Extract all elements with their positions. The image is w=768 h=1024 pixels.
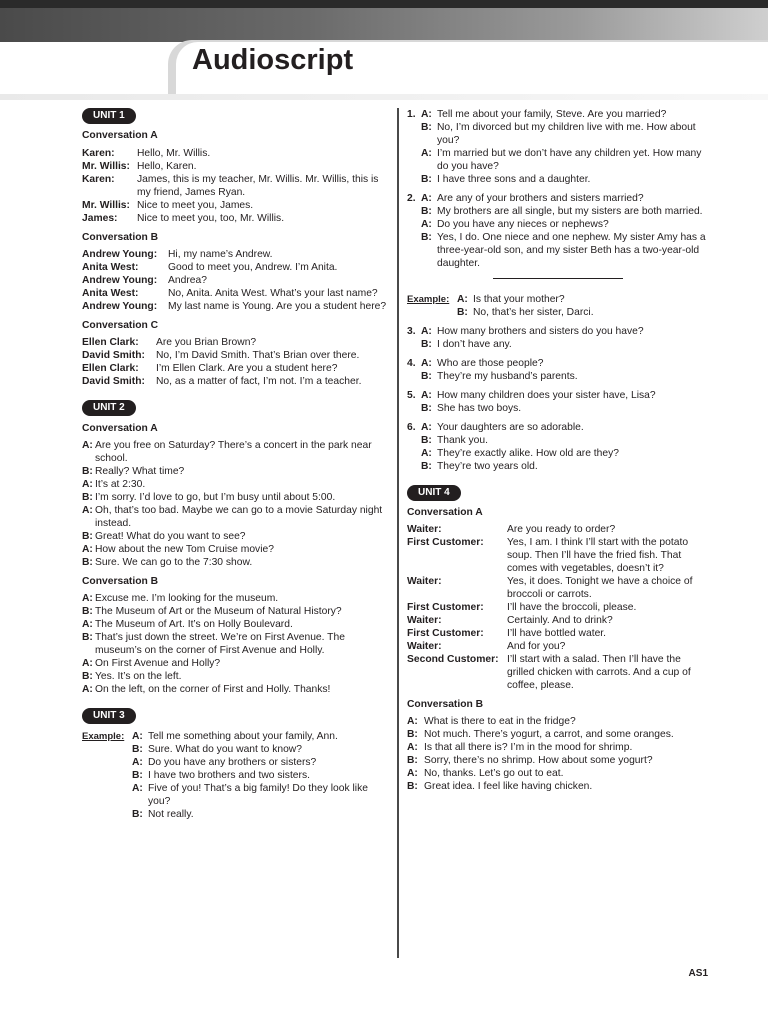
conversation-heading: Conversation B: [82, 576, 159, 587]
dialogue-line: [82, 199, 388, 212]
dialogue-line: [82, 543, 388, 556]
dialogue-line: [82, 336, 388, 349]
speaker: A:: [132, 783, 143, 794]
dialogue-line: [407, 536, 707, 575]
speaker: Waiter:: [407, 641, 442, 652]
speaker: A:: [421, 326, 432, 337]
dialogue-line: [82, 683, 388, 696]
unit-badge: UNIT 2: [82, 400, 136, 416]
line-text: I have two brothers and two sisters.: [148, 770, 310, 781]
line-text: James, this is my teacher, Mr. Willis. Mr. Willis, this is my friend, James Ryan.: [137, 174, 379, 198]
dialogue-line: [407, 754, 707, 767]
line-text: I’m sorry. I’d love to go, but I’m busy until about 5:00.: [95, 492, 336, 503]
numbered-line: [407, 231, 707, 270]
line-text: Sure. What do you want to know?: [148, 744, 302, 755]
dialogue-line: [82, 530, 388, 543]
column-divider: [397, 108, 399, 958]
dialogue-line: [82, 478, 388, 491]
line-text: Is that all there is? I’m in the mood for shrimp.: [424, 742, 633, 753]
line-text: She has two boys.: [437, 403, 522, 414]
page-title: Audioscript: [192, 44, 354, 76]
numbered-line: [407, 434, 707, 447]
speaker: B:: [132, 744, 143, 755]
numbered-line: [407, 370, 707, 383]
speaker: B:: [82, 531, 93, 542]
line-text: My last name is Young. Are you a student here?: [168, 301, 387, 312]
speaker: A:: [457, 294, 468, 305]
speaker: Andrew Young:: [82, 301, 158, 312]
item-number: 1.: [407, 109, 416, 120]
line-text: No, thanks. Let’s go out to eat.: [424, 768, 564, 779]
line-text: Great idea. I feel like having chicken.: [424, 781, 593, 792]
speaker: A:: [82, 505, 93, 516]
line-text: Is that your mother?: [473, 294, 565, 305]
speaker: A:: [82, 619, 93, 630]
speaker: A:: [421, 148, 432, 159]
spacer: [82, 696, 388, 708]
line-text: Hello, Mr. Willis.: [137, 148, 211, 159]
example-label: [82, 743, 132, 756]
line-text: No, that’s her sister, Darci.: [473, 307, 594, 318]
dialogue-line: [82, 504, 388, 530]
item-number: 6.: [407, 422, 416, 433]
dialogue-line: [82, 362, 388, 375]
speaker: James:: [82, 213, 118, 224]
example-label: [82, 782, 132, 808]
line-text: Your daughters are so adorable.: [437, 422, 584, 433]
line-text: Are you Brian Brown?: [156, 337, 257, 348]
dialogue-line: [82, 556, 388, 569]
example-line: [82, 782, 388, 808]
unit-heading: [407, 485, 707, 501]
line-text: I don’t have any.: [437, 339, 512, 350]
speaker: Ellen Clark:: [82, 363, 139, 374]
speaker: Waiter:: [407, 615, 442, 626]
speaker: Anita West:: [82, 288, 139, 299]
speaker: First Customer:: [407, 628, 484, 639]
speaker: A:: [421, 390, 432, 401]
speaker: A:: [421, 448, 432, 459]
conversation-heading: Conversation B: [82, 232, 159, 243]
speaker: A:: [82, 440, 93, 451]
line-text: Nice to meet you, too, Mr. Willis.: [137, 213, 285, 224]
unit-badge: UNIT 1: [82, 108, 136, 124]
spacer: [82, 388, 388, 400]
line-text: How many children does your sister have, Lisa?: [437, 390, 656, 401]
speaker: A:: [132, 757, 143, 768]
dialogue-line: [407, 715, 707, 728]
dialogue-line: [407, 614, 707, 627]
numbered-line: [407, 173, 707, 186]
unit-badge: UNIT 3: [82, 708, 136, 724]
dialogue-line: [82, 160, 388, 173]
line-text: Yes, I am. I think I’ll start with the potato soup. Then I’ll have the fried fish. That comes with vegetables, doesn’t it?: [507, 537, 689, 574]
speaker: Anita West:: [82, 262, 139, 273]
dialogue-line: [407, 601, 707, 614]
dialogue-line: [407, 741, 707, 754]
line-text: On the left, on the corner of First and Holly. Thanks!: [95, 684, 331, 695]
dialogue-line: [82, 465, 388, 478]
example-label: [407, 306, 457, 319]
speaker: First Customer:: [407, 602, 484, 613]
dialogue-line: [82, 173, 388, 199]
conversation-heading: Conversation A: [407, 507, 483, 518]
line-text: The Museum of Art. It’s on Holly Boulevard.: [95, 619, 293, 630]
numbered-line: [407, 357, 707, 370]
line-text: I’m married but we don’t have any children yet. How many do you have?: [437, 148, 702, 172]
dialogue-line: [407, 640, 707, 653]
right-column: [407, 108, 707, 793]
example-label: [82, 769, 132, 782]
example-line: [82, 808, 388, 821]
speaker: B:: [82, 671, 93, 682]
speaker: B:: [407, 755, 418, 766]
speaker: B:: [82, 606, 93, 617]
speaker: B:: [421, 371, 432, 382]
numbered-line: [407, 147, 707, 173]
dialogue-line: [82, 212, 388, 225]
speaker: B:: [457, 307, 468, 318]
speaker: David Smith:: [82, 350, 145, 361]
unit-heading: [82, 708, 388, 724]
line-text: Do you have any nieces or nephews?: [437, 219, 609, 230]
speaker: Andrew Young:: [82, 275, 158, 286]
speaker: A:: [82, 544, 93, 555]
line-text: It’s at 2:30.: [95, 479, 146, 490]
numbered-line: [407, 325, 707, 338]
line-text: Not much. There’s yogurt, a carrot, and some oranges.: [424, 729, 674, 740]
speaker: B:: [407, 781, 418, 792]
line-text: Hello, Karen.: [137, 161, 197, 172]
example-label: Example:: [407, 294, 450, 305]
header-rule: [0, 94, 768, 100]
dialogue-line: [82, 261, 388, 274]
line-text: I’m Ellen Clark. Are you a student here?: [156, 363, 338, 374]
dialogue-line: [82, 592, 388, 605]
line-text: No, I’m David Smith. That’s Brian over there.: [156, 350, 360, 361]
dialogue-line: [407, 523, 707, 536]
line-text: Great! What do you want to see?: [95, 531, 246, 542]
speaker: A:: [132, 731, 143, 742]
line-text: Hi, my name’s Andrew.: [168, 249, 273, 260]
line-text: How many brothers and sisters do you have?: [437, 326, 644, 337]
speaker: A:: [407, 768, 418, 779]
line-text: Five of you! That’s a big family! Do they look like you?: [148, 783, 368, 807]
conversation-heading: Conversation A: [82, 130, 158, 141]
numbered-line: [407, 421, 707, 434]
dialogue-line: [82, 631, 388, 657]
speaker: A:: [421, 422, 432, 433]
line-text: I’ll have the broccoli, please.: [507, 602, 637, 613]
numbered-line: [407, 447, 707, 460]
speaker: B:: [421, 435, 432, 446]
dialogue-line: [407, 728, 707, 741]
speaker: A:: [82, 593, 93, 604]
line-text: Excuse me. I’m looking for the museum.: [95, 593, 279, 604]
dialogue-line: [82, 657, 388, 670]
numbered-line: [407, 389, 707, 402]
speaker: A:: [82, 658, 93, 669]
speaker: B:: [82, 492, 93, 503]
line-text: Not really.: [148, 809, 194, 820]
line-text: Andrea?: [168, 275, 207, 286]
line-text: The Museum of Art or the Museum of Natural History?: [95, 606, 342, 617]
line-text: Are you free on Saturday? There’s a concert in the park near school.: [95, 440, 372, 464]
dialogue-line: [407, 627, 707, 640]
speaker: Karen:: [82, 148, 115, 159]
dialogue-line: [82, 375, 388, 388]
speaker: B:: [421, 174, 432, 185]
numbered-line: [407, 402, 707, 415]
speaker: A:: [82, 684, 93, 695]
speaker: A:: [421, 193, 432, 204]
line-text: Really? What time?: [95, 466, 185, 477]
dialogue-line: [82, 349, 388, 362]
header-top-strip: [0, 0, 768, 8]
line-text: No, Anita. Anita West. What’s your last name?: [168, 288, 378, 299]
line-text: Tell me about your family, Steve. Are you married?: [437, 109, 667, 120]
numbered-line: [407, 192, 707, 205]
numbered-line: [407, 121, 707, 147]
speaker: David Smith:: [82, 376, 145, 387]
line-text: Sorry, there’s no shrimp. How about some yogurt?: [424, 755, 653, 766]
numbered-line: [407, 218, 707, 231]
line-text: That’s just down the street. We’re on First Avenue. The museum’s on the corner of First Avenue and Holly.: [95, 632, 345, 656]
numbered-line: [407, 108, 707, 121]
item-number: 2.: [407, 193, 416, 204]
dialogue-line: [82, 300, 388, 313]
line-text: Who are those people?: [437, 358, 544, 369]
numbered-line: [407, 460, 707, 473]
speaker: B:: [407, 729, 418, 740]
line-text: Yes. It’s on the left.: [95, 671, 182, 682]
dialogue-line: [82, 274, 388, 287]
speaker: Andrew Young:: [82, 249, 158, 260]
speaker: A:: [407, 716, 418, 727]
dialogue-line: [82, 147, 388, 160]
speaker: B:: [82, 466, 93, 477]
line-text: Tell me something about your family, Ann.: [148, 731, 338, 742]
dialogue-line: [82, 248, 388, 261]
line-text: Good to meet you, Andrew. I’m Anita.: [168, 262, 338, 273]
line-text: They’re my husband’s parents.: [437, 371, 578, 382]
line-text: What is there to eat in the fridge?: [424, 716, 576, 727]
dialogue-line: [407, 780, 707, 793]
left-column: [82, 108, 388, 821]
dialogue-line: [82, 618, 388, 631]
example-line: [407, 293, 707, 306]
example-line: [82, 756, 388, 769]
spacer: [407, 279, 707, 293]
numbered-line: [407, 338, 707, 351]
dialogue-line: [82, 439, 388, 465]
speaker: A:: [82, 479, 93, 490]
speaker: Karen:: [82, 174, 115, 185]
unit-heading: [82, 400, 388, 416]
conversation-heading: Conversation A: [82, 423, 158, 434]
speaker: B:: [82, 632, 93, 643]
dialogue-line: [82, 287, 388, 300]
speaker: Ellen Clark:: [82, 337, 139, 348]
dialogue-line: [407, 767, 707, 780]
speaker: B:: [82, 557, 93, 568]
line-text: Do you have any brothers or sisters?: [148, 757, 317, 768]
example-line: [82, 769, 388, 782]
speaker: B:: [132, 770, 143, 781]
example-line: [82, 730, 388, 743]
numbered-line: [407, 205, 707, 218]
line-text: Nice to meet you, James.: [137, 200, 254, 211]
speaker: B:: [421, 403, 432, 414]
line-text: Are any of your brothers and sisters married?: [437, 193, 644, 204]
speaker: Waiter:: [407, 576, 442, 587]
line-text: Sure. We can go to the 7:30 show.: [95, 557, 253, 568]
speaker: B:: [421, 339, 432, 350]
example-line: [82, 743, 388, 756]
line-text: They’re exactly alike. How old are they?: [437, 448, 619, 459]
line-text: No, as a matter of fact, I’m not. I’m a teacher.: [156, 376, 362, 387]
line-text: Thank you.: [437, 435, 488, 446]
speaker: Mr. Willis:: [82, 161, 130, 172]
item-number: 4.: [407, 358, 416, 369]
dialogue-line: [82, 605, 388, 618]
line-text: They’re two years old.: [437, 461, 538, 472]
speaker: Mr. Willis:: [82, 200, 130, 211]
example-label: Example:: [82, 731, 125, 742]
dialogue-line: [82, 670, 388, 683]
speaker: First Customer:: [407, 537, 484, 548]
item-number: 3.: [407, 326, 416, 337]
dialogue-line: [407, 653, 707, 692]
line-text: How about the new Tom Cruise movie?: [95, 544, 274, 555]
speaker: Second Customer:: [407, 654, 499, 665]
unit-badge: UNIT 4: [407, 485, 461, 501]
line-text: I’ll have bottled water.: [507, 628, 607, 639]
line-text: Yes, it does. Tonight we have a choice of broccoli or carrots.: [507, 576, 693, 600]
speaker: B:: [421, 232, 432, 243]
speaker: B:: [421, 206, 432, 217]
example-label: [82, 756, 132, 769]
dialogue-line: [82, 491, 388, 504]
speaker: A:: [421, 219, 432, 230]
line-text: Certainly. And to drink?: [507, 615, 613, 626]
line-text: No, I’m divorced but my children live with me. How about you?: [437, 122, 696, 146]
item-number: 5.: [407, 390, 416, 401]
speaker: Waiter:: [407, 524, 442, 535]
speaker: B:: [132, 809, 143, 820]
line-text: I’ll start with a salad. Then I’ll have the grilled chicken with carrots. And a cup of coffee, please.: [507, 654, 691, 691]
example-label: [82, 808, 132, 821]
line-text: My brothers are all single, but my sisters are both married.: [437, 206, 703, 217]
unit-heading: [82, 108, 388, 124]
dialogue-line: [407, 575, 707, 601]
conversation-heading: Conversation B: [407, 699, 484, 710]
speaker: A:: [421, 358, 432, 369]
page-number: AS1: [688, 968, 708, 979]
line-text: Yes, I do. One niece and one nephew. My sister Amy has a three-year-old son, and my sister Beth has a two-year-old daughter.: [437, 232, 706, 269]
line-text: And for you?: [507, 641, 566, 652]
line-text: Are you ready to order?: [507, 524, 616, 535]
speaker: B:: [421, 461, 432, 472]
speaker: A:: [421, 109, 432, 120]
line-text: On First Avenue and Holly?: [95, 658, 221, 669]
conversation-heading: Conversation C: [82, 320, 159, 331]
speaker: A:: [407, 742, 418, 753]
example-line: [407, 306, 707, 319]
line-text: I have three sons and a daughter.: [437, 174, 591, 185]
speaker: B:: [421, 122, 432, 133]
line-text: Oh, that’s too bad. Maybe we can go to a movie Saturday night instead.: [95, 505, 383, 529]
